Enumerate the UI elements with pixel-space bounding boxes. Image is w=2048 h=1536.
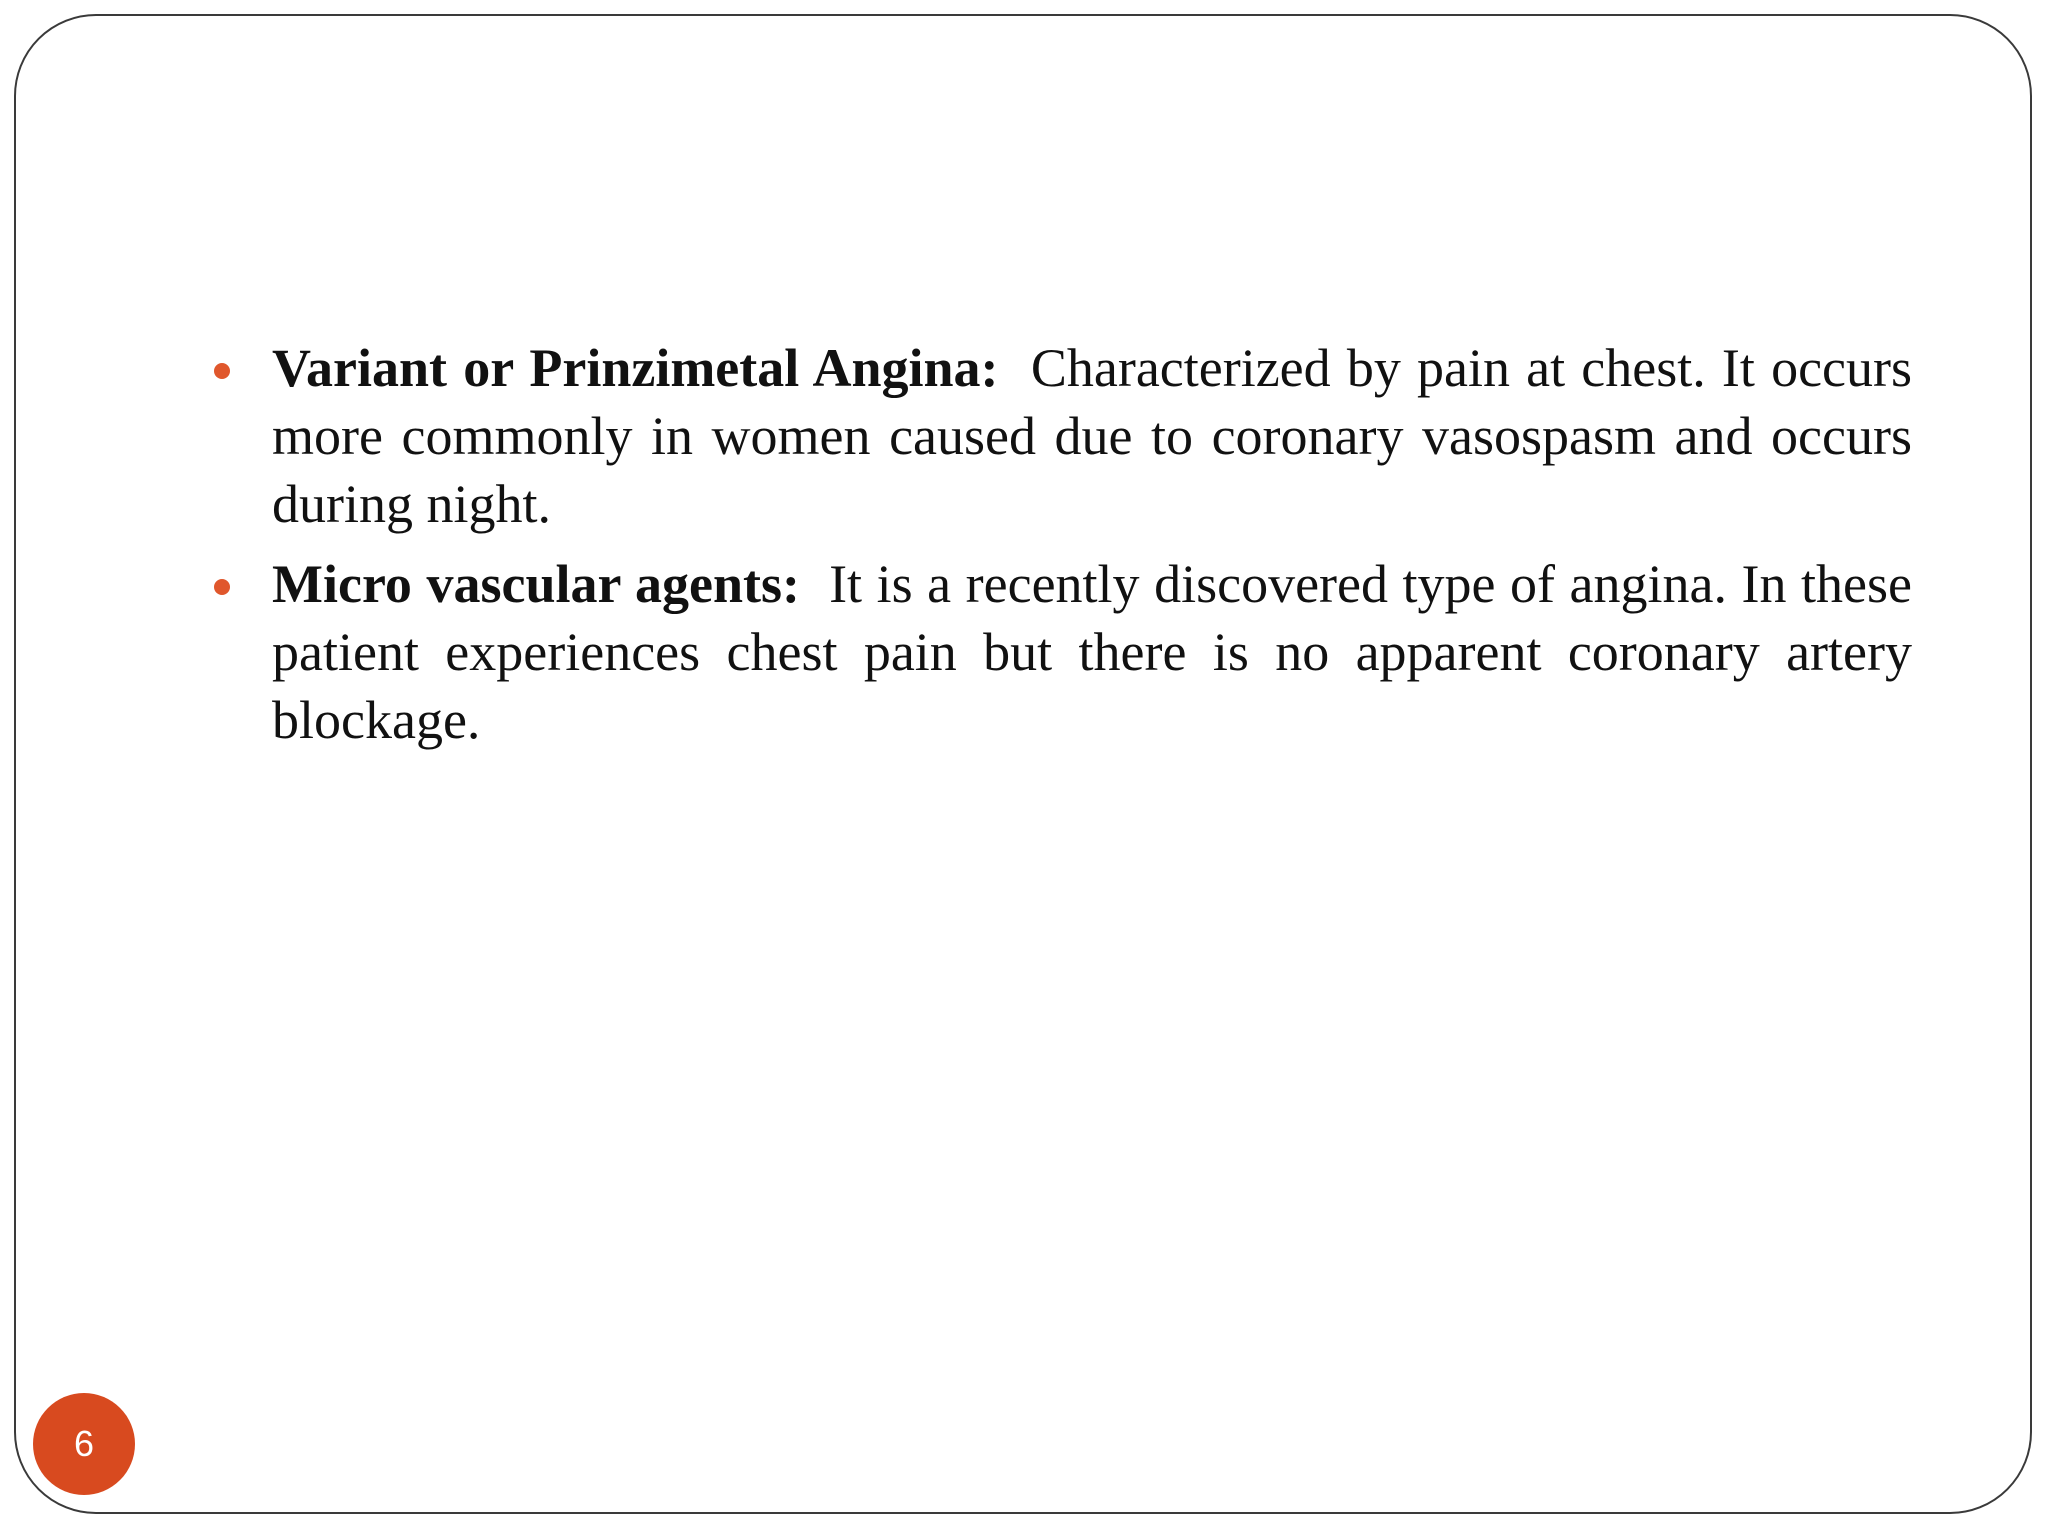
bullet-dot-icon xyxy=(214,363,230,379)
bullet-term: Micro vascular agents: xyxy=(272,554,800,614)
bullet-item-microvascular xyxy=(212,550,1912,754)
slide-body xyxy=(212,334,1912,766)
bullet-text: Characterized by pain at chest. It occurs more commonly in women caused due to coronary vasospasm and occurs during night. xyxy=(272,338,1913,534)
bullet-term: Variant or Prinzimetal Angina: xyxy=(272,338,999,398)
page-number-badge: 6 xyxy=(33,1393,135,1495)
bullet-text: It is a recently discovered type of angina. In these patient experiences chest pain but there is no apparent coronary artery blockage. xyxy=(272,554,1913,750)
bullet-item-variant-angina xyxy=(212,334,1912,538)
bullet-dot-icon xyxy=(214,579,230,595)
